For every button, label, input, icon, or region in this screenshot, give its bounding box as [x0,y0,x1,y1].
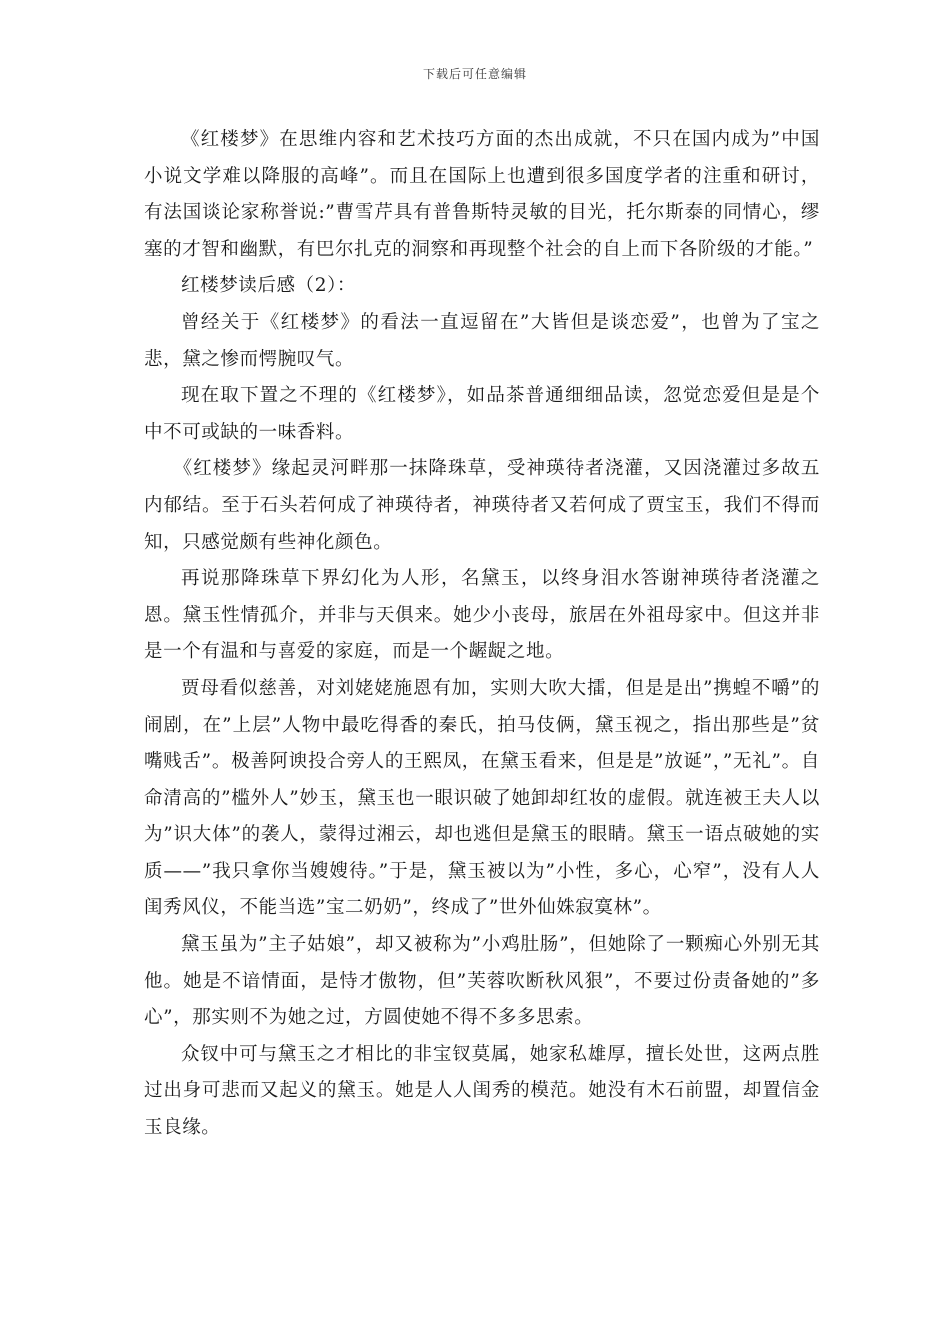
paragraph: 众钗中可与黛玉之才相比的非宝钗莫属，她家私雄厚，擅长处世，这两点胜过出身可悲而又起义的黛玉。她是人人闺秀的模范。她没有木石前盟，却置信金玉良缘。 [144,1043,820,1139]
paragraph: 《红楼梦》在思维内容和艺术技巧方面的杰出成就，不只在国内成为”中国小说文学难以降服的高峰”。而且在国际上也遭到很多国度学者的注重和研讨，有法国谈论家称誉说:”曹雪芹具有普鲁斯特灵敏的目光，托尔斯泰的同情心，缪塞的才智和幽默，有巴尔扎克的洞察和再现整个社会的自上而下各阶级的才能。” [144,129,820,260]
section-heading: 红楼梦读后感（2）： [181,275,357,297]
paragraph: 再说那降珠草下界幻化为人形，名黛玉，以终身泪水答谢神瑛待者浇灌之恩。黛玉性情孤介，并非与天俱来。她少小丧母，旅居在外祖母家中。但这并非是一个有温和与喜爱的家庭，而是一个龌龊之地。 [144,568,820,663]
paragraph: 《红楼梦》缘起灵河畔那一抹降珠草，受神瑛待者浇灌，又因浇灌过多故五内郁结。至于石头若何成了神瑛待者，神瑛待者又若何成了贾宝玉，我们不得而知，只感觉颇有些神化颜色。 [144,458,820,553]
document-body [144,122,820,1147]
page-header: 下载后可任意编辑 [422,67,527,81]
paragraph: 贾母看似慈善，对刘姥姥施恩有加，实则大吹大擂，但是是出”携蝗不嚼”的闹剧，在”上层”人物中最吃得香的秦氏，拍马伎俩，黛玉视之，指出那些是”贫嘴贱舌”。极善阿谀投合旁人的王熙凤，在黛玉看来，但是是”放诞”，”无礼”。自命清高的”槛外人”妙玉，黛玉也一眼识破了她卸却红妆的虚假。就连被王夫人以为”识大体”的袭人，蒙得过湘云，却也逃但是黛玉的眼睛。黛玉一语点破她的实质——”我只拿你当嫂嫂待。”于是，黛玉被以为”小性，多心，心窄”，没有人人闺秀风仪，不能当选”宝二奶奶”，终成了”世外仙姝寂寞林”。 [144,677,820,919]
paragraph: 黛玉虽为”主子姑娘”，却又被称为”小鸡肚肠”，但她除了一颗痴心外别无其他。她是不谙情面，是恃才傲物，但”芙蓉吹断秋风狠”，不要过份责备她的”多心”，那实则不为她之过，方圆使她不得不多多思索。 [144,934,820,1029]
paragraph: 曾经关于《红楼梦》的看法一直逗留在”大皆但是谈恋爱”，也曾为了宝之悲，黛之惨而愕腕叹气。 [144,311,820,370]
paragraph: 现在取下置之不理的《红楼梦》，如品茶普通细细品读，忽觉恋爱但是是个中不可或缺的一味香料。 [144,385,820,443]
